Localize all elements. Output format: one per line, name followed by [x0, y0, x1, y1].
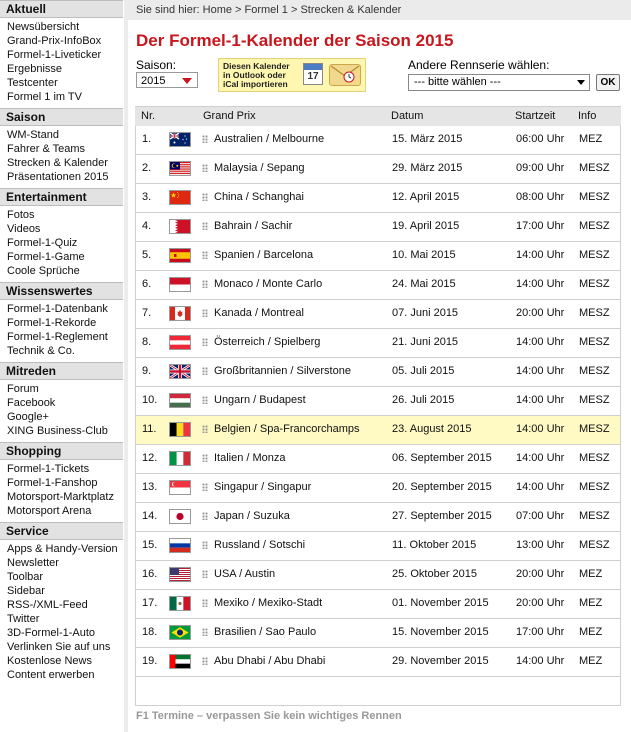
drag-dots-icon [202, 425, 208, 433]
table-row[interactable] [136, 561, 620, 590]
sidebar-section-title: Wissenswertes [0, 282, 123, 300]
cell-startzeit: 07:00 Uhr [516, 510, 565, 522]
sidebar-section-title: Mitreden [0, 362, 123, 380]
cell-grandprix[interactable]: USA / Austin [214, 568, 276, 580]
sidebar-section-wissenswertes [0, 282, 123, 362]
cell-startzeit: 13:00 Uhr [516, 539, 565, 551]
sidebar-link[interactable]: RSS-/XML-Feed [7, 599, 88, 611]
drag-dots-icon [202, 164, 208, 172]
cell-datum: 27. September 2015 [392, 510, 492, 522]
cell-datum: 15. November 2015 [392, 626, 489, 638]
sidebar-link[interactable]: Ergebnisse [7, 63, 63, 75]
cell-nr: 6. [142, 278, 152, 290]
cell-nr: 18. [142, 626, 158, 638]
cell-startzeit: 09:00 Uhr [516, 162, 565, 174]
sidebar-section-shopping [0, 442, 123, 522]
sidebar-link[interactable]: Videos [7, 223, 41, 235]
cell-datum: 01. November 2015 [392, 597, 489, 609]
sidebar-link[interactable]: Formel-1-Rekorde [7, 317, 97, 329]
sidebar-link[interactable]: Formel-1-Tickets [7, 463, 90, 475]
cell-startzeit: 14:00 Uhr [516, 452, 565, 464]
cell-grandprix[interactable]: Malaysia / Sepang [214, 162, 305, 174]
cell-info: MEZ [579, 597, 603, 609]
cell-datum: 06. September 2015 [392, 452, 492, 464]
sidebar-link[interactable]: Newsletter [7, 557, 59, 569]
cell-datum: 07. Juni 2015 [392, 307, 459, 319]
cell-grandprix[interactable]: Japan / Suzuka [214, 510, 290, 522]
cell-grandprix[interactable]: Russland / Sotschi [214, 539, 306, 551]
cell-datum: 23. August 2015 [392, 423, 472, 435]
saison-select[interactable] [136, 72, 198, 88]
table-row[interactable] [136, 242, 620, 271]
ical-import-banner[interactable] [218, 58, 366, 92]
cell-info: MEZ [579, 655, 603, 667]
cell-datum: 19. April 2015 [392, 220, 460, 232]
sidebar-link[interactable]: Motorsport-Marktplatz [7, 491, 114, 503]
cell-datum: 26. Juli 2015 [392, 394, 455, 406]
cell-info: MESZ [579, 191, 610, 203]
chevron-down-icon [182, 78, 192, 84]
rennserie-select-value: --- bitte wählen --- [414, 76, 501, 88]
table-row[interactable] [136, 416, 620, 445]
cell-startzeit: 17:00 Uhr [516, 220, 565, 232]
table-row[interactable] [136, 474, 620, 503]
table-row[interactable] [136, 155, 620, 184]
cell-nr: 3. [142, 191, 152, 203]
sidebar-link[interactable]: XING Business-Club [7, 425, 108, 437]
cell-grandprix[interactable]: Brasilien / Sao Paulo [214, 626, 317, 638]
cell-nr: 10. [142, 394, 158, 406]
cell-grandprix[interactable]: China / Schanghai [214, 191, 304, 203]
cell-grandprix[interactable]: Abu Dhabi / Abu Dhabi [214, 655, 326, 667]
drag-dots-icon [202, 657, 208, 665]
cell-startzeit: 14:00 Uhr [516, 423, 565, 435]
cell-datum: 25. Oktober 2015 [392, 568, 478, 580]
sidebar-link[interactable]: Motorsport Arena [7, 505, 92, 517]
sidebar-section-title: Saison [0, 108, 123, 126]
ok-button[interactable]: OK [596, 74, 620, 91]
table-row[interactable] [136, 445, 620, 474]
cell-info: MEZ [579, 626, 603, 638]
table-row[interactable] [136, 532, 620, 561]
flag-ae-icon [169, 654, 191, 669]
main-content [128, 0, 631, 732]
cell-nr: 15. [142, 539, 158, 551]
cell-nr: 8. [142, 336, 152, 348]
flag-us-icon [169, 567, 191, 582]
sidebar-link[interactable]: Formel-1-Game [7, 251, 85, 263]
cell-nr: 16. [142, 568, 158, 580]
flag-gb-icon [169, 364, 191, 379]
cell-datum: 10. Mai 2015 [392, 249, 456, 261]
flag-cn-icon [169, 190, 191, 205]
cell-nr: 2. [142, 162, 152, 174]
page-title: Der Formel-1-Kalender der Saison 2015 [136, 31, 454, 50]
drag-dots-icon [202, 628, 208, 636]
sidebar-link[interactable]: Newsübersicht [7, 21, 80, 33]
sidebar-link[interactable]: Formel-1-Reglement [7, 331, 108, 343]
ical-import-text: Diesen Kalender in Outlook oder iCal importieren [223, 61, 290, 89]
cell-startzeit: 06:00 Uhr [516, 133, 565, 145]
drag-dots-icon [202, 193, 208, 201]
table-row[interactable] [136, 619, 620, 648]
flag-sg-icon [169, 480, 191, 495]
cell-startzeit: 14:00 Uhr [516, 394, 565, 406]
flag-ca-icon [169, 306, 191, 321]
cell-startzeit: 14:00 Uhr [516, 481, 565, 493]
cell-datum: 29. November 2015 [392, 655, 489, 667]
cell-grandprix[interactable]: Spanien / Barcelona [214, 249, 314, 261]
cell-datum: 15. März 2015 [392, 133, 463, 145]
sidebar-link[interactable]: Technik & Co. [7, 345, 75, 357]
sidebar-section-title: Shopping [0, 442, 123, 460]
table-row[interactable] [136, 126, 620, 155]
cell-grandprix[interactable]: Kanada / Montreal [214, 307, 304, 319]
cell-grandprix[interactable]: Monaco / Monte Carlo [214, 278, 323, 290]
col-grandprix-header: Grand Prix [203, 110, 256, 122]
cell-startzeit: 20:00 Uhr [516, 307, 565, 319]
cell-datum: 11. Oktober 2015 [392, 539, 477, 551]
cell-datum: 24. Mai 2015 [392, 278, 456, 290]
cell-grandprix[interactable]: Bahrain / Sachir [214, 220, 293, 232]
cell-grandprix[interactable]: Singapur / Singapur [214, 481, 312, 493]
cell-startzeit: 14:00 Uhr [516, 278, 565, 290]
cell-startzeit: 20:00 Uhr [516, 568, 565, 580]
saison-select-value: 2015 [141, 75, 166, 87]
sidebar-section-saison [0, 108, 123, 188]
sidebar-link[interactable]: Grand-Prix-InfoBox [7, 35, 102, 47]
sidebar-link[interactable]: Facebook [7, 397, 56, 409]
chevron-down-icon [577, 80, 585, 85]
sidebar-list [0, 300, 123, 362]
flag-be-icon [169, 422, 191, 437]
table-row[interactable] [136, 387, 620, 416]
cell-info: MESZ [579, 336, 610, 348]
drag-dots-icon [202, 512, 208, 520]
sidebar-link[interactable]: Toolbar [7, 571, 44, 583]
cell-nr: 17. [142, 597, 158, 609]
table-row[interactable] [136, 271, 620, 300]
col-startzeit-header: Startzeit [515, 110, 556, 122]
sidebar-link[interactable]: Formel-1-Liveticker [7, 49, 102, 61]
andere-rennserie-label: Andere Rennserie wählen: [408, 58, 550, 72]
table-row[interactable] [136, 184, 620, 213]
sidebar-link[interactable]: Formel-1-Fanshop [7, 477, 98, 489]
drag-dots-icon [202, 599, 208, 607]
cell-nr: 11. [142, 423, 157, 435]
cell-datum: 20. September 2015 [392, 481, 492, 493]
cell-grandprix[interactable]: Ungarn / Budapest [214, 394, 306, 406]
drag-dots-icon [202, 222, 208, 230]
saison-label: Saison: [136, 58, 177, 72]
drag-dots-icon [202, 338, 208, 346]
col-nr-header: Nr. [141, 110, 156, 122]
cell-nr: 9. [142, 365, 152, 377]
sidebar-link[interactable]: Fotos [7, 209, 35, 221]
cell-nr: 5. [142, 249, 152, 261]
rennserie-select[interactable] [408, 74, 590, 91]
table-header [135, 106, 621, 126]
sidebar-section-service [0, 522, 123, 686]
drag-dots-icon [202, 570, 208, 578]
sidebar-link[interactable]: 3D-Formel-1-Auto [7, 627, 96, 639]
drag-dots-icon [202, 541, 208, 549]
sidebar-list [0, 380, 123, 442]
sidebar-link[interactable]: Präsentationen 2015 [7, 171, 109, 183]
cell-nr: 7. [142, 307, 152, 319]
cell-info: MESZ [579, 162, 610, 174]
sidebar-link[interactable]: Formel-1-Quiz [7, 237, 78, 249]
table-row[interactable] [136, 648, 620, 677]
flag-bh-icon [169, 219, 191, 234]
sidebar-list [0, 126, 123, 188]
sidebar-list [0, 18, 123, 108]
drag-dots-icon [202, 454, 208, 462]
cell-info: MEZ [579, 568, 603, 580]
sidebar-link[interactable]: Forum [7, 383, 39, 395]
table-row[interactable] [136, 358, 620, 387]
flag-mx-icon [169, 596, 191, 611]
envelope-icon [329, 64, 361, 86]
sidebar-link[interactable]: WM-Stand [7, 129, 59, 141]
sidebar-link[interactable]: Sidebar [7, 585, 45, 597]
sidebar-link[interactable]: Formel 1 im TV [7, 91, 82, 103]
cell-nr: 13. [142, 481, 158, 493]
cell-info: MESZ [579, 249, 610, 261]
sidebar-section-title: Service [0, 522, 123, 540]
cell-startzeit: 14:00 Uhr [516, 249, 565, 261]
cell-info: MESZ [579, 539, 610, 551]
table-row[interactable] [136, 503, 620, 532]
cell-grandprix[interactable]: Italien / Monza [214, 452, 286, 464]
race-calendar-table [135, 106, 621, 706]
sidebar-link[interactable]: Testcenter [7, 77, 58, 89]
sidebar-section-aktuell [0, 0, 123, 108]
flag-au-icon [169, 132, 191, 147]
cell-startzeit: 14:00 Uhr [516, 336, 565, 348]
sidebar-link[interactable]: Google+ [7, 411, 49, 423]
flag-my-icon [169, 161, 191, 176]
sidebar [0, 0, 123, 732]
cell-grandprix[interactable]: Österreich / Spielberg [214, 336, 321, 348]
cell-info: MESZ [579, 307, 610, 319]
flag-mc-icon [169, 277, 191, 292]
sidebar-section-title: Aktuell [0, 0, 123, 18]
cell-info: MESZ [579, 423, 610, 435]
sidebar-link[interactable]: Formel-1-Datenbank [7, 303, 108, 315]
breadcrumb: Sie sind hier: Home > Formel 1 > Strecken & Kalender [128, 0, 631, 20]
calendar-icon [303, 63, 323, 85]
sidebar-link[interactable]: Kostenlose News [7, 655, 92, 667]
drag-dots-icon [202, 367, 208, 375]
cell-startzeit: 14:00 Uhr [516, 365, 565, 377]
drag-dots-icon [202, 135, 208, 143]
table-row[interactable] [136, 329, 620, 358]
cell-datum: 21. Juni 2015 [392, 336, 459, 348]
calendar-day: 17 [307, 71, 319, 82]
cell-nr: 14. [142, 510, 158, 522]
sidebar-link[interactable]: Twitter [7, 613, 40, 625]
cell-nr: 4. [142, 220, 152, 232]
cell-nr: 19. [142, 655, 158, 667]
cell-info: MESZ [579, 481, 610, 493]
cell-nr: 12. [142, 452, 158, 464]
flag-ru-icon [169, 538, 191, 553]
table-row[interactable] [136, 590, 620, 619]
drag-dots-icon [202, 396, 208, 404]
flag-hu-icon [169, 393, 191, 408]
cell-info: MESZ [579, 278, 610, 290]
sidebar-section-mitreden [0, 362, 123, 442]
cell-grandprix[interactable]: Mexiko / Mexiko-Stadt [214, 597, 323, 609]
cell-info: MESZ [579, 394, 610, 406]
cell-startzeit: 08:00 Uhr [516, 191, 565, 203]
cell-info: MEZ [579, 133, 603, 145]
drag-dots-icon [202, 251, 208, 259]
flag-it-icon [169, 451, 191, 466]
col-datum-header: Datum [391, 110, 424, 122]
drag-dots-icon [202, 309, 208, 317]
table-row[interactable] [136, 213, 620, 242]
cell-datum: 05. Juli 2015 [392, 365, 455, 377]
flag-es-icon [169, 248, 191, 263]
sidebar-link[interactable]: Fahrer & Teams [7, 143, 86, 155]
col-info-header: Info [578, 110, 597, 122]
sidebar-link[interactable]: Strecken & Kalender [7, 157, 108, 169]
cell-info: MESZ [579, 510, 610, 522]
cell-startzeit: 14:00 Uhr [516, 655, 565, 667]
sidebar-section-entertainment [0, 188, 123, 282]
drag-dots-icon [202, 280, 208, 288]
cell-datum: 12. April 2015 [392, 191, 460, 203]
cell-nr: 1. [142, 133, 152, 145]
sidebar-list [0, 206, 123, 282]
table-row[interactable] [136, 300, 620, 329]
sidebar-link[interactable]: Content erwerben [7, 669, 95, 681]
flag-jp-icon [169, 509, 191, 524]
sidebar-section-title: Entertainment [0, 188, 123, 206]
cell-info: MESZ [579, 452, 610, 464]
cell-startzeit: 20:00 Uhr [516, 597, 565, 609]
drag-dots-icon [202, 483, 208, 491]
cell-grandprix[interactable]: Belgien / Spa-Francorchamps [214, 423, 360, 435]
cell-datum: 29. März 2015 [392, 162, 463, 174]
cell-info: MESZ [579, 220, 610, 232]
sidebar-list [0, 460, 123, 522]
cell-info: MESZ [579, 365, 610, 377]
cell-startzeit: 17:00 Uhr [516, 626, 565, 638]
sidebar-list [0, 540, 123, 686]
footer-text: F1 Termine – verpassen Sie kein wichtiges Rennen [136, 710, 402, 722]
flag-br-icon [169, 625, 191, 640]
cell-grandprix[interactable]: Australien / Melbourne [214, 133, 325, 145]
sidebar-link[interactable]: Verlinken Sie auf uns [7, 641, 111, 653]
sidebar-link[interactable]: Coole Sprüche [7, 265, 80, 277]
flag-at-icon [169, 335, 191, 350]
sidebar-link[interactable]: Apps & Handy-Version [7, 543, 118, 555]
cell-grandprix[interactable]: Großbritannien / Silverstone [214, 365, 351, 377]
